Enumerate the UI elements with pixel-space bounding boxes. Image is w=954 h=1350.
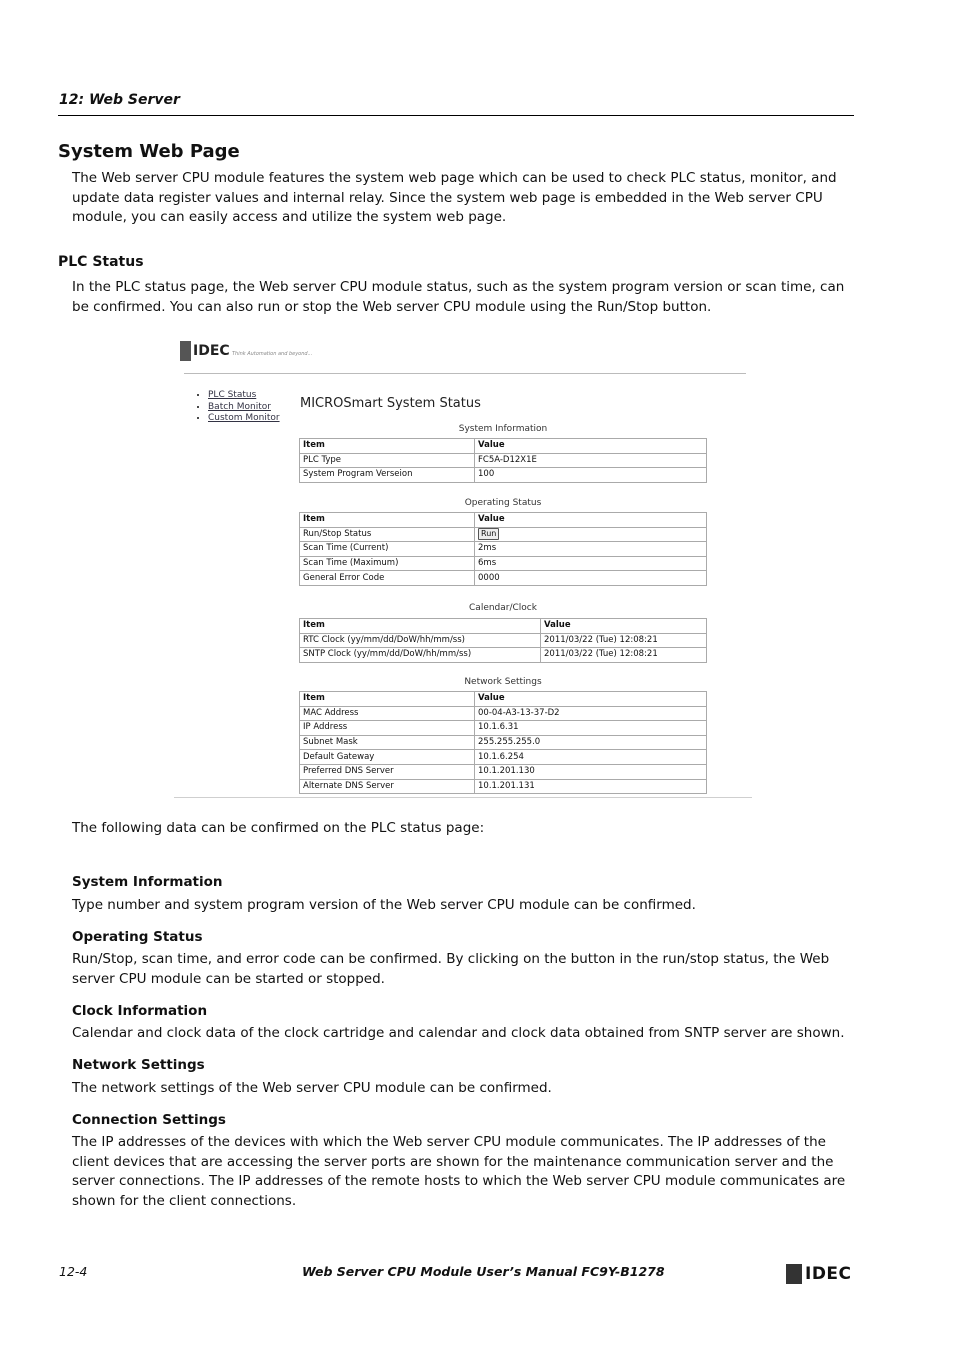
plc-status-paragraph: In the PLC status page, the Web server CPU module status, such as the system program version or scan time, can be confirmed. You can also run or stop the Web server CPU module using the Run/Stop button.: [72, 279, 845, 315]
system-information-table: Item Value PLC Type FC5A-D12X1E System Program Verseion 100: [299, 438, 707, 483]
screenshot-idec-logo: IDEC: [180, 341, 230, 361]
operating-status-heading: Operating Status: [72, 929, 203, 945]
chapter-header: 12: Web Server: [59, 92, 180, 108]
network-settings-text: The network settings of the Web server CPU module can be confirmed.: [72, 1080, 552, 1096]
table-row: SNTP Clock (yy/mm/dd/DoW/hh/mm/ss) 2011/03/22 (Tue) 12:08:21: [300, 648, 707, 663]
table-row: IP Address 10.1.6.31: [300, 721, 707, 736]
section-caption-network-settings: Network Settings: [464, 677, 542, 687]
section-caption-operating-status: Operating Status: [464, 498, 542, 508]
connection-settings-text: The IP addresses of the devices with which the Web server CPU module communicates. The IP addresses of the client devices that are accessing the server ports are shown for the maintenance communication server and the server connections. The IP addresses of the remote hosts to which the Web server CPU module communicates are shown for the client connections.: [72, 1134, 846, 1209]
table-row: Run/Stop Status Run: [300, 527, 707, 542]
table-row: Scan Time (Current) 2ms: [300, 542, 707, 557]
logo-mark-icon: [786, 1264, 802, 1284]
screenshot-nav: [198, 390, 280, 425]
page-title: System Web Page: [58, 141, 240, 162]
table-row: General Error Code 0000: [300, 571, 707, 586]
table-row: Default Gateway 10.1.6.254: [300, 750, 707, 765]
nav-item-custom-monitor[interactable]: • Custom Monitor: [208, 413, 280, 425]
footer-manual-title: Web Server CPU Module User’s Manual FC9Y-B1278: [302, 1264, 665, 1279]
footer-idec-logo: IDEC: [786, 1264, 852, 1284]
connection-settings-heading: Connection Settings: [72, 1112, 226, 1128]
screenshot-title: MICROSmart System Status: [300, 396, 481, 411]
screenshot-bottom-border: [174, 797, 752, 798]
screenshot-header-rule: [184, 373, 746, 374]
header-rule: [58, 115, 854, 116]
section-caption-system-information: System Information: [458, 424, 548, 434]
table-row: System Program Verseion 100: [300, 468, 707, 483]
table-row: Alternate DNS Server 10.1.201.131: [300, 779, 707, 794]
nav-item-plc-status[interactable]: • PLC Status: [208, 390, 280, 402]
operating-status-text: Run/Stop, scan time, and error code can be confirmed. By clicking on the button in the run/stop status, the Web server CPU module can be started or stopped.: [72, 951, 830, 987]
screenshot-tagline: Think Automation and beyond...: [232, 351, 313, 357]
network-settings-table: Item Value MAC Address 00-04-A3-13-37-D2 IP Address 10.1.6.31 Subnet Mask 255.255.255.0 Default Gateway 10.1.6.254 Preferred DNS Server 10.1.201.130 Alternate DNS Server 10.1.201.131: [299, 691, 707, 794]
clock-information-heading: Clock Information: [72, 1003, 208, 1019]
system-information-text: Type number and system program version of the Web server CPU module can be confirmed.: [72, 897, 696, 913]
logo-mark-icon: [180, 341, 191, 361]
calendar-clock-table: Item Value RTC Clock (yy/mm/dd/DoW/hh/mm/ss) 2011/03/22 (Tue) 12:08:21 SNTP Clock (yy/mm/dd/DoW/hh/mm/ss) 2011/03/22 (Tue) 12:08:21: [299, 618, 707, 663]
plc-status-heading: PLC Status: [58, 254, 144, 270]
section-caption-calendar-clock: Calendar/Clock: [469, 603, 537, 613]
table-row: MAC Address 00-04-A3-13-37-D2: [300, 706, 707, 721]
network-settings-heading: Network Settings: [72, 1057, 205, 1073]
run-stop-button[interactable]: Run: [478, 528, 499, 540]
table-row: Preferred DNS Server 10.1.201.130: [300, 764, 707, 779]
table-row: Scan Time (Maximum) 6ms: [300, 556, 707, 571]
clock-information-text: Calendar and clock data of the clock cartridge and calendar and clock data obtained from SNTP server are shown.: [72, 1025, 845, 1041]
footer-page-number: 12-4: [59, 1264, 88, 1279]
system-information-heading: System Information: [72, 874, 223, 890]
following-paragraph: The following data can be confirmed on the PLC status page:: [72, 820, 485, 836]
nav-item-batch-monitor[interactable]: • Batch Monitor: [208, 402, 280, 414]
operating-status-table: Item Value Run/Stop Status Run Scan Time (Current) 2ms Scan Time (Maximum) 6ms General Error Code 0000: [299, 512, 707, 586]
table-row: PLC Type FC5A-D12X1E: [300, 453, 707, 468]
table-row: Subnet Mask 255.255.255.0: [300, 735, 707, 750]
intro-paragraph: The Web server CPU module features the system web page which can be used to check PLC status, monitor, and update data register values and internal relay. Since the system web page is embedded in the Web server CPU module, you can easily access and utilize the system web page.: [72, 170, 837, 225]
table-row: RTC Clock (yy/mm/dd/DoW/hh/mm/ss) 2011/03/22 (Tue) 12:08:21: [300, 633, 707, 648]
